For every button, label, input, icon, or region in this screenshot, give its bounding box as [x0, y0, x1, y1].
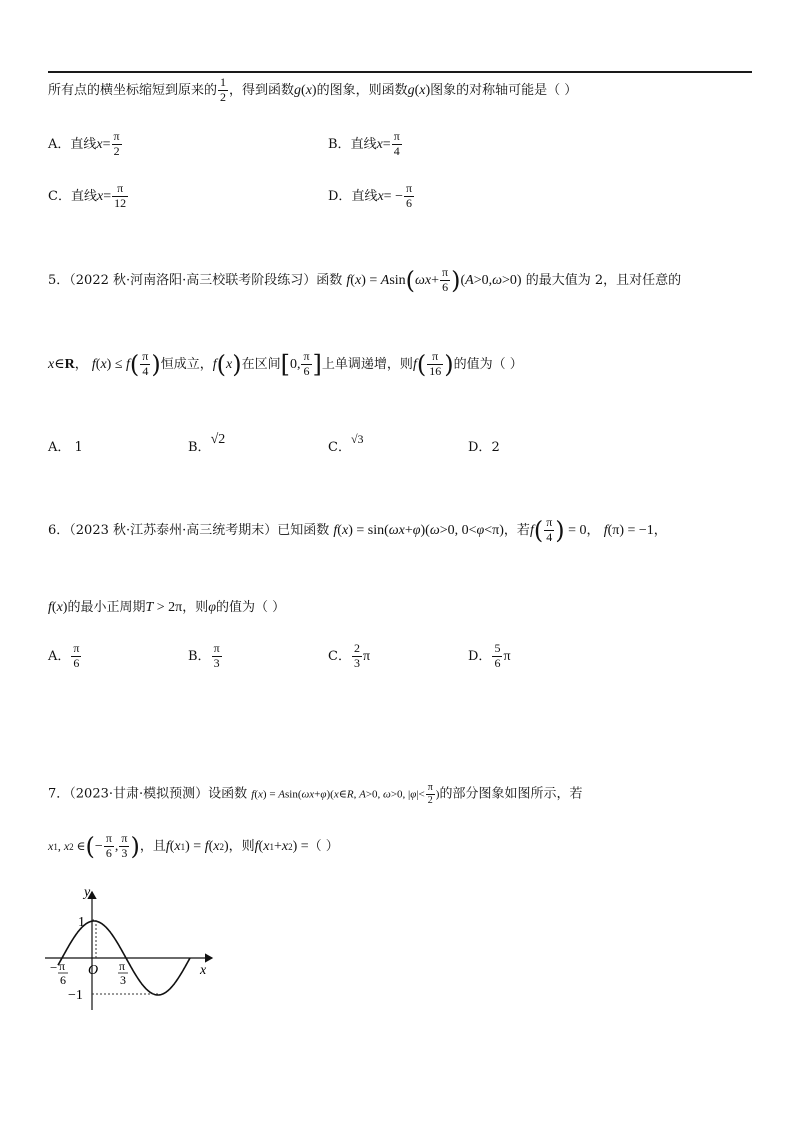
- q7-stem-line2: x1, x2 ∈(− $\frac{\pi}{6}$ , $\frac{\pi}{3}$ )，且f(x1) = f(x2)，则f(x1+x2) =（ ）: [48, 831, 339, 861]
- x-left-den: 6: [60, 973, 66, 987]
- q5-stem: 5．（2022 秋·河南洛阳·高三校联考阶段练习）函数 f(x) = Asin(ωx+ $\frac{\pi}{6}$ )(A>0,ω>0) 的最大值为 2，且对任意的: [48, 265, 682, 295]
- q5-option-b[interactable]: B．√2: [188, 432, 226, 455]
- q4-option-d[interactable]: D．直线x= − $\frac{\pi}{6}$: [328, 181, 413, 210]
- q7-stem: 7．（2023·甘肃·模拟预测）设函数 f(x) = Asin(ωx+φ)(x∈R, A>0, ω>0, |φ|< $\frac{\pi}{2}$ )的部分图象如图所示，若: [48, 782, 583, 806]
- q6-option-d[interactable]: D． $\frac{5}{6}$ π: [468, 641, 511, 670]
- q6-stem-line2: f(x)的最小正周期T > 2π，则φ的值为（ ）: [48, 600, 286, 615]
- q6-option-c[interactable]: C． $\frac{2}{3}$ π: [328, 641, 371, 670]
- q4-option-a[interactable]: A．直线x= $\frac{\pi}{2}$: [48, 129, 120, 158]
- q6-option-b[interactable]: B． $\frac{\pi}{3}$: [188, 641, 220, 670]
- q4-stem: 所有点的横坐标缩短到原来的 $\frac{1}{2}$ ，得到函数g(x)的图象，则函数g(x)图象的对称轴可能是（ ）: [48, 75, 578, 104]
- y-max-label: 1: [78, 915, 85, 930]
- q5-stem-line2: x∈R， f(x) ≤ f( $\frac{\pi}{4}$ )恒成立，f(x)在区间[0, $\frac{\pi}{6}$ ]上单调递增，则f( $\frac{\pi}{16}$ )的值为（ ）: [48, 349, 523, 379]
- q4-option-b[interactable]: B．直线x= $\frac{\pi}{4}$: [328, 129, 400, 158]
- x-left-tick-label: −: [50, 960, 58, 975]
- q5-option-c[interactable]: C．√3: [328, 432, 364, 455]
- q6-stem: 6．（2023 秋·江苏泰州·高三统考期末）已知函数 f(x) = sin(ωx+φ)(ω>0, 0<φ<π)，若f( $\frac{\pi}{4}$ ) = 0， f(π) = −1，: [48, 515, 667, 545]
- header-rule: [48, 71, 752, 73]
- q5-option-d[interactable]: D．2: [468, 440, 500, 455]
- x-right-den: 3: [120, 973, 126, 987]
- x-right-num: π: [119, 959, 126, 973]
- y-axis-label: y: [84, 885, 91, 900]
- x-axis-label: x: [200, 963, 207, 978]
- y-min-label: −1: [68, 988, 83, 1003]
- q7-graph: [40, 880, 230, 1020]
- origin-label: O: [88, 963, 99, 978]
- q6-option-a[interactable]: A． $\frac{\pi}{6}$: [48, 641, 80, 670]
- x-left-num: π: [59, 959, 66, 973]
- q4-option-c[interactable]: C．直线x= $\frac{\pi}{12}$: [48, 181, 127, 210]
- q5-option-a[interactable]: A． 1: [48, 440, 83, 455]
